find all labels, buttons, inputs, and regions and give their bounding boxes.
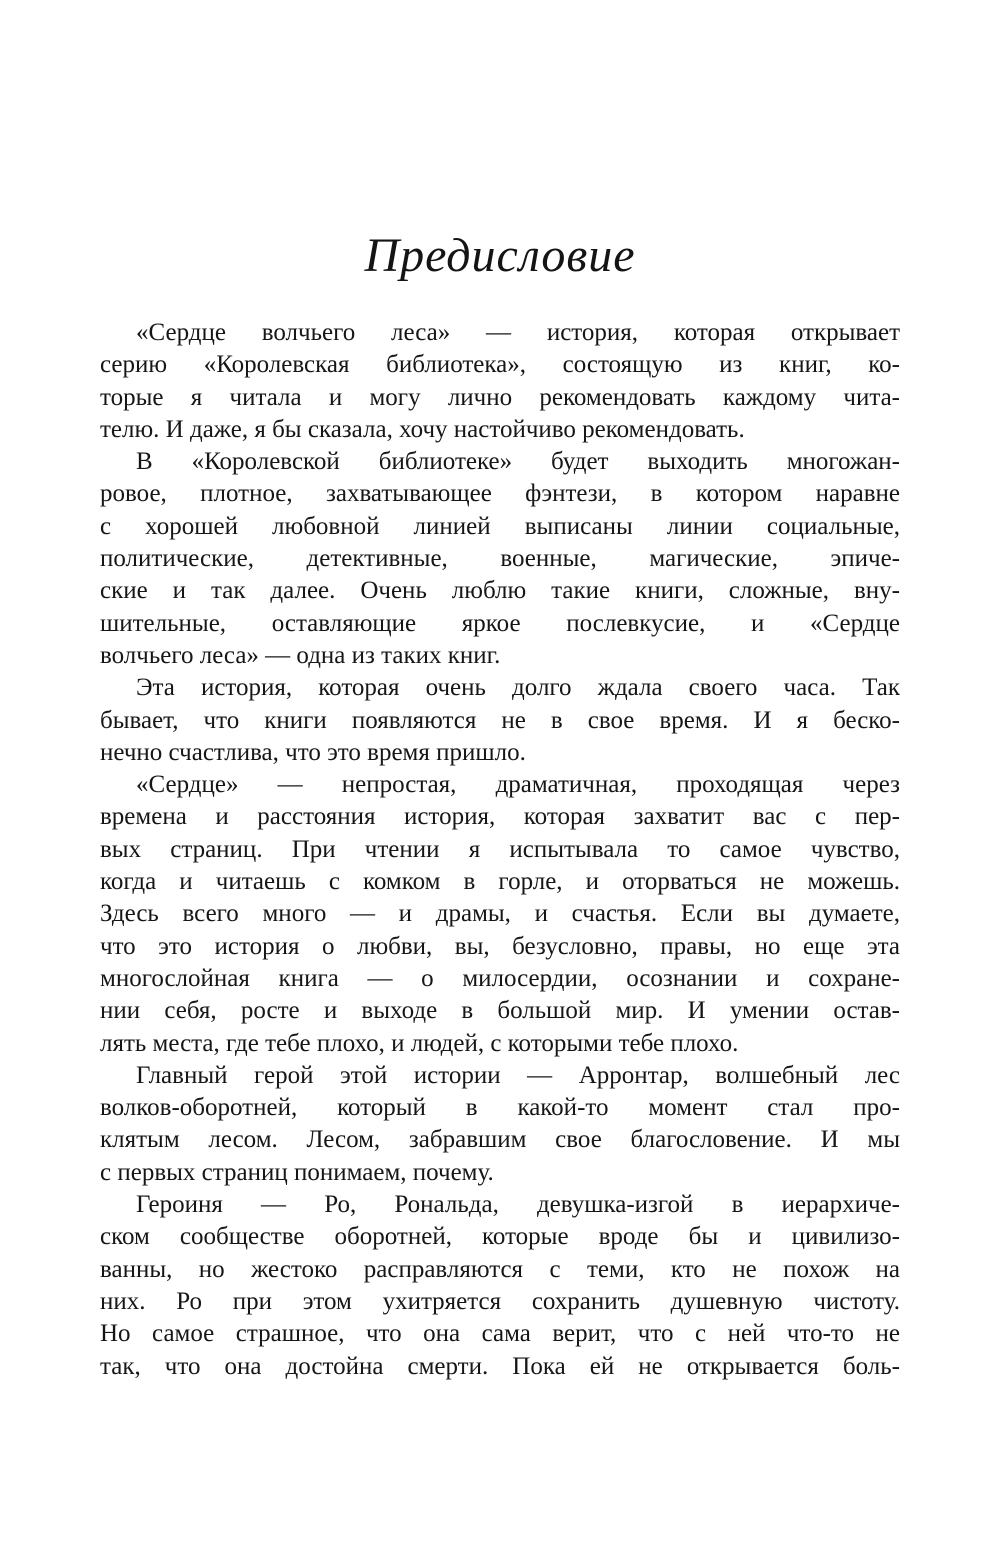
paragraph xyxy=(100,317,900,446)
paragraph xyxy=(100,769,900,1060)
paragraph xyxy=(100,672,900,769)
text-line: вых страниц. При чтении я испытывала то самое чувство, xyxy=(100,835,900,863)
text-line: волков-оборотней, который в какой-то момент стал про- xyxy=(100,1094,900,1122)
text-line: ровое, плотное, захватывающее фэнтези, в котором наравне xyxy=(100,480,900,508)
text-line: так, что она достойна смерти. Пока ей не открывается боль- xyxy=(100,1352,900,1380)
text-line: нии себя, росте и выходе в большой мир. И умении остав- xyxy=(100,997,900,1025)
text-line: времена и расстояния история, которая захватит вас с пер- xyxy=(100,803,900,831)
text-line: волчьего леса» — одна из таких книг. xyxy=(100,641,501,669)
text-line: нечно счастлива, что это время пришло. xyxy=(100,738,526,766)
text-line: шительные, оставляющие яркое послевкусие, и «Сердце xyxy=(100,609,900,637)
text-line: «Сердце» — непростая, драматичная, проходящая через xyxy=(136,771,900,799)
page-text xyxy=(100,317,900,1383)
chapter-title: Предисловие xyxy=(364,229,636,282)
text-line: Здесь всего много — и драмы, и счастья. Если вы думаете, xyxy=(100,900,900,928)
text-line: с хорошей любовной линией выписаны линии социальные, xyxy=(100,512,900,540)
text-line: серию «Королевская библиотека», состоящую из книг, ко- xyxy=(100,351,900,379)
text-line: Эта история, которая очень долго ждала своего часа. Так xyxy=(136,674,900,702)
text-line: В «Королевской библиотеке» будет выходить многожан- xyxy=(136,448,900,476)
text-line: с первых страниц понимаем, почему. xyxy=(100,1158,494,1186)
text-line: бывает, что книги появляются не в свое время. И я беско- xyxy=(100,706,900,734)
paragraph xyxy=(100,446,900,672)
text-line: ванны, но жестоко расправляются с теми, кто не похож на xyxy=(100,1255,900,1283)
text-line: ском сообществе оборотней, которые вроде бы и цивилизо- xyxy=(100,1223,900,1251)
text-line: политические, детективные, военные, магические, эпиче- xyxy=(100,545,900,573)
text-line: ские и так далее. Очень люблю такие книги, сложные, вну- xyxy=(100,577,900,605)
text-line: Но самое страшное, что она сама верит, что с ней что-то не xyxy=(100,1320,900,1348)
text-line: телю. И даже, я бы сказала, хочу настойчиво рекомендовать. xyxy=(100,415,745,443)
text-line: клятым лесом. Лесом, забравшим свое благословение. И мы xyxy=(100,1126,900,1154)
text-line: торые я читала и могу лично рекомендовать каждому чита- xyxy=(100,383,900,411)
text-line: многослойная книга — о милосердии, осознании и сохране- xyxy=(100,964,900,992)
text-line: лять места, где тебе плохо, и людей, с которыми тебе плохо. xyxy=(100,1029,739,1057)
text-line: Героиня — Ро, Рональда, девушка-изгой в иерархиче- xyxy=(136,1191,900,1219)
paragraph xyxy=(100,1060,900,1189)
text-line: когда и читаешь с комком в горле, и оторваться не можешь. xyxy=(100,868,900,896)
text-line: «Сердце волчьего леса» — история, которая открывает xyxy=(136,319,900,346)
text-line: что это история о любви, вы, безусловно, правы, но еще эта xyxy=(100,932,900,960)
text-line: них. Ро при этом ухитряется сохранить душевную чистоту. xyxy=(100,1287,900,1315)
text-line: Главный герой этой истории — Арронтар, волшебный лес xyxy=(136,1061,900,1089)
paragraph xyxy=(100,1189,900,1383)
